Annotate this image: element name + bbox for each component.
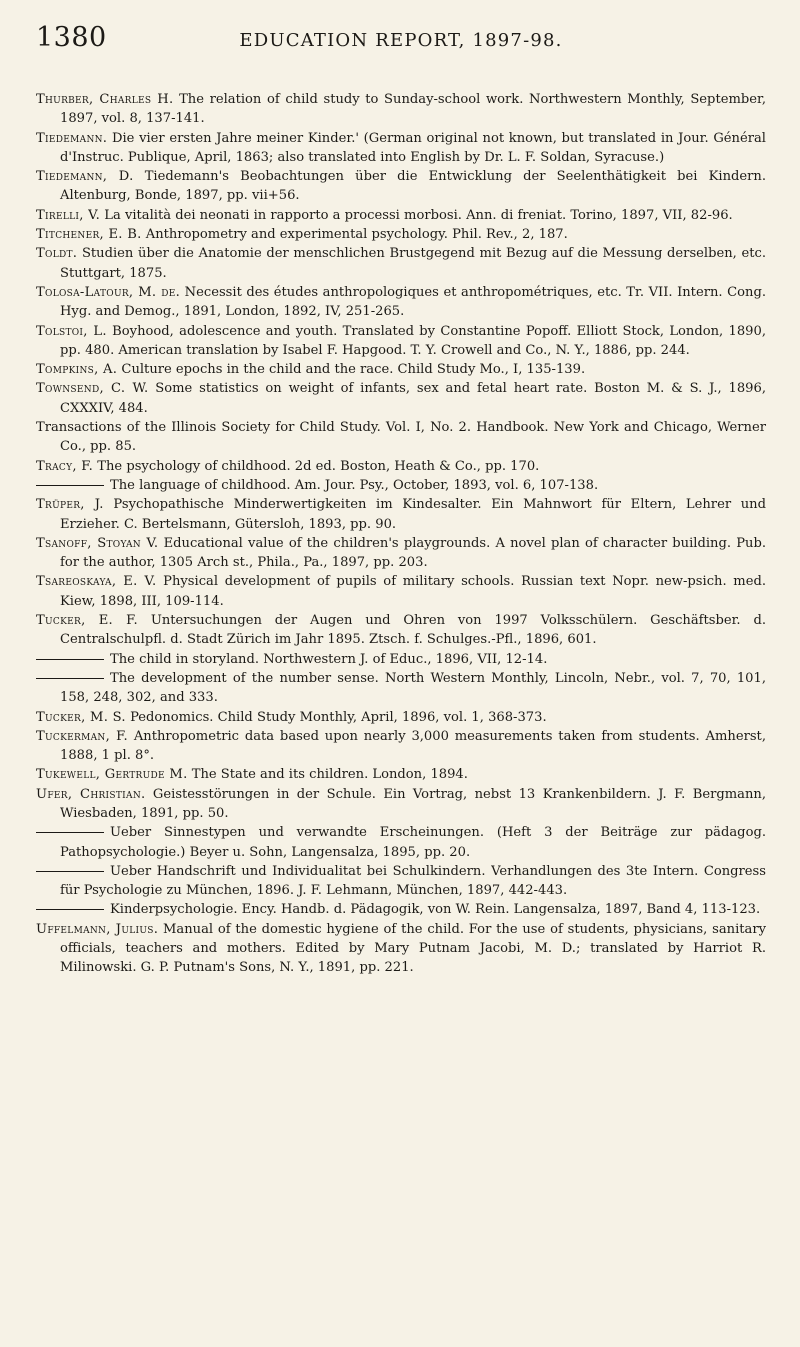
bibliography-entry (36, 379, 766, 418)
entry-text: Ueber Sinnestypen und verwandte Erscheinungen. (Heft 3 der Beiträge zur pädagog. Pathopsychologie.) Beyer u. Sohn, Langensalza, 1895, pp. 20. (60, 825, 766, 860)
ditto-dash (36, 832, 104, 833)
entry-author: Tracy, F. (36, 458, 94, 474)
entry-author: Trüper, J. (36, 497, 104, 513)
entry-text: Geistesstörungen in der Schule. Ein Vortrag, nebst 13 Krankenbildern. J. F. Bergmann, Wiesbaden, 1891, pp. 50. (60, 786, 766, 821)
entry-text: Pedonomics. Child Study Monthly, April, 1896, vol. 1, 368-373. (130, 709, 547, 725)
entry-text: La vitalità dei neonati in rapporto a processi morbosi. Ann. di freniat. Torino, 1897, VII, 82-96. (104, 207, 733, 223)
ditto-dash (36, 678, 104, 679)
entry-author: Tucker, M. S. (36, 709, 126, 725)
bibliography-entry (36, 920, 766, 978)
entry-author: Ufer, Christian. (36, 786, 146, 802)
bibliography-entry (36, 727, 766, 766)
entry-text: The language of childhood. Am. Jour. Psy., October, 1893, vol. 6, 107-138. (110, 477, 599, 493)
entry-text: Necessit des études anthropologiques et anthropométriques, etc. Tr. VII. Intern. Cong. Hyg. and Demog., 1891, London, 1892, IV, 251-265. (60, 284, 766, 320)
bibliography-entry (36, 823, 766, 862)
entry-text: The child in storyland. Northwestern J. of Educ., 1896, VII, 12-14. (110, 651, 548, 667)
ditto-dash (36, 485, 104, 486)
entry-author: Tsanoff, Stoyan V. (36, 535, 159, 551)
bibliography-entry (36, 611, 766, 650)
entry-text: Anthropometry and experimental psychology. Phil. Rev., 2, 187. (145, 227, 568, 243)
entry-text: The psychology of childhood. 2d ed. Boston, Heath & Co., pp. 170. (97, 458, 540, 474)
bibliography-entry (36, 206, 766, 225)
entry-text: Kinderpsychologie. Ency. Handb. d. Pädagogik, von W. Rein. Langensalza, 1897, Band 4, 113-123. (110, 902, 761, 918)
bibliography-entry (36, 708, 766, 727)
entry-author: Tirelli, V. (36, 207, 101, 223)
running-head: EDUCATION REPORT, 1897-98. (239, 30, 563, 51)
bibliography-entry (36, 418, 766, 457)
entry-author: Tsareoskaya, E. V. (36, 574, 157, 590)
ditto-dash (36, 871, 104, 872)
bibliography-entry (36, 244, 766, 283)
entry-author: Tiedemann. (36, 130, 108, 146)
entry-text: Physical development of pupils of military schools. Russian text Nopr. new-psich. med. Kiew, 1898, III, 109-114. (60, 574, 766, 609)
entry-author: Townsend, C. W. (36, 381, 149, 397)
ditto-dash (36, 659, 104, 660)
bibliography-entry (36, 765, 766, 784)
bibliography-entry (36, 90, 766, 129)
bibliography-entry (36, 457, 766, 476)
entry-author: Tukewell, Gertrude M. (36, 767, 188, 783)
bibliography-entry (36, 360, 766, 379)
entry-author: Tucker, E. F. (36, 613, 138, 629)
entry-author: Tiedemann, D. (36, 169, 134, 185)
entry-text: Psychopathische Minderwertigkeiten im Kindesalter. Ein Mahnwort für Eltern, Lehrer und Erzieher. C. Bertelsmann, Gütersloh, 1893, pp. 90. (60, 497, 766, 532)
entry-author: Titchener, E. B. (36, 227, 142, 243)
entry-author: Tuckerman, F. (36, 728, 128, 744)
bibliography-entry (36, 900, 766, 919)
page-number: 1380 (36, 22, 107, 53)
entry-author: Tompkins, A. (36, 362, 118, 378)
entry-text: Anthropometric data based upon nearly 3,000 measurements taken from students. Amherst, 1888, 1 pl. 8°. (60, 728, 766, 764)
entry-text: The relation of child study to Sunday-school work. Northwestern Monthly, September, 1897, vol. 8, 137-141. (60, 92, 766, 127)
entry-text: The development of the number sense. North Western Monthly, Lincoln, Nebr., vol. 7, 70, 101, 158, 248, 302, and 333. (60, 670, 766, 706)
entry-author: Thurber, Charles H. (36, 92, 174, 107)
bibliography-entry (36, 785, 766, 824)
bibliography-entry (36, 669, 766, 708)
entry-author: Toldt. (36, 246, 78, 262)
bibliography-entry (36, 283, 766, 322)
ditto-dash (36, 909, 104, 910)
entry-text: Boyhood, adolescence and youth. Translated by Constantine Popoff. Elliott Stock, London, 1890, pp. 480. American translation by Isabel F. Hapgood. T. Y. Crowell and Co., N. Y., 1886, pp. 244. (60, 323, 767, 358)
bibliography-entry (36, 534, 766, 573)
entry-text: Untersuchungen der Augen und Ohren von 1997 Volksschülern. Geschäftsber. d. Centralschulpfl. d. Stadt Zürich im Jahr 1895. Ztsch. f. Schulges.-Pfl., 1896, 601. (60, 613, 766, 648)
bibliography-entry (36, 322, 766, 361)
bibliography-entry (36, 129, 766, 168)
bibliography-entry (36, 225, 766, 244)
page-header (36, 22, 766, 66)
bibliography-entry (36, 495, 766, 534)
bibliography-entry (36, 476, 766, 495)
bibliography-list (36, 90, 766, 978)
entry-text: The State and its children. London, 1894. (191, 767, 468, 783)
bibliography-entry (36, 167, 766, 206)
entry-author: Tolstoi, L. (36, 323, 107, 339)
bibliography-entry (36, 862, 766, 901)
bibliography-entry (36, 572, 766, 611)
entry-text: Culture epochs in the child and the race. Child Study Mo., I, 135-139. (121, 362, 586, 378)
bibliography-entry (36, 650, 766, 669)
entry-text: Studien über die Anatomie der menschlichen Brustgegend mit Bezug auf die Messung derselben, etc. Stuttgart, 1875. (60, 246, 766, 281)
entry-text: Transactions of the Illinois Society for Child Study. Vol. I, No. 2. Handbook. New York and Chicago, Werner Co., pp. 85. (36, 420, 766, 455)
entry-author: Tolosa-Latour, M. de. (36, 284, 181, 300)
entry-text: Some statistics on weight of infants, sex and fetal heart rate. Boston M. & S. J., 1896, CXXXIV, 484. (60, 381, 766, 416)
entry-text: Educational value of the children's playgrounds. A novel plan of character building. Pub. for the author, 1305 Arch st., Phila., Pa., 1897, pp. 203. (60, 535, 767, 571)
entry-text: Ueber Handschrift und Individualitat bei Schulkindern. Verhandlungen des 3te Intern. Congress für Psychologie zu München, 1896. J. F. Lehmann, München, 1897, 442-443. (60, 863, 766, 899)
entry-text: Die vier ersten Jahre meiner Kinder.' (German original not known, but translated in Jour. Général d'Instruc. Publique, April, 1863; also translated into English by Dr. L. F. Soldan, Syracuse.) (60, 130, 766, 165)
entry-author: Uffelmann, Julius. (36, 921, 159, 937)
entry-text: Manual of the domestic hygiene of the child. For the use of students, physicians, sanitary officials, teachers and mothers. Edited by Mary Putnam Jacobi, M. D.; translated by Harriot R. Milinowski. G. P. Putnam's Sons, N. Y., 1891, pp. 221. (60, 921, 766, 976)
entry-text: Tiedemann's Beobachtungen über die Entwicklung der Seelenthätigkeit bei Kindern. Altenburg, Bonde, 1897, pp. vii+56. (60, 169, 766, 204)
